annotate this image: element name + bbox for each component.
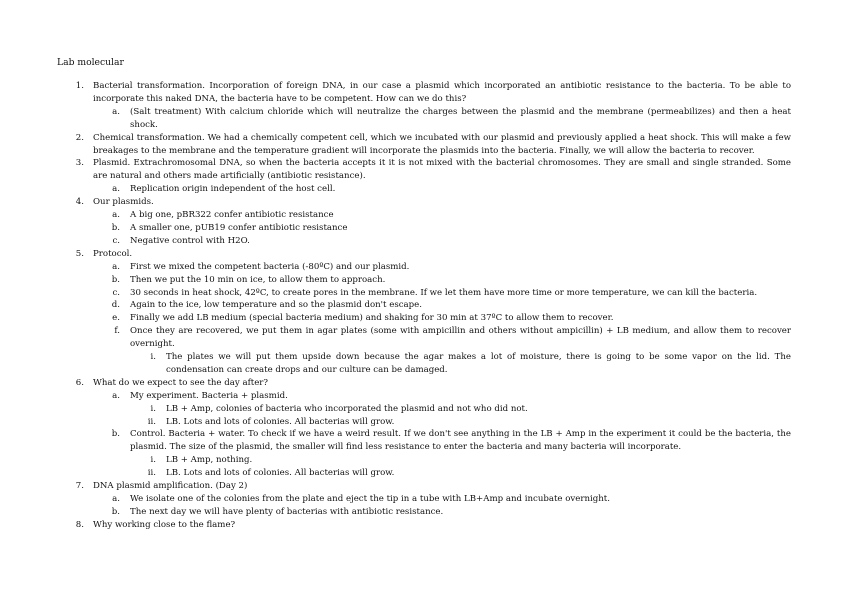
list-item: [0, 403, 848, 416]
list-item: [0, 312, 848, 325]
list-item-number: c.: [112, 287, 120, 298]
list-item-number: a.: [112, 261, 120, 272]
list-item: [0, 428, 848, 454]
list-item-number: 3.: [75, 158, 84, 169]
list-item-number: 7.: [75, 481, 84, 492]
list-item-number: a.: [112, 184, 120, 195]
list-item: [0, 80, 848, 106]
list-item: [0, 196, 848, 209]
list-item: [0, 248, 848, 261]
list-item-number: 4.: [75, 197, 84, 208]
list-item-number: 5.: [75, 248, 84, 259]
list-item: [0, 519, 848, 532]
list-item-number: 6.: [75, 377, 84, 388]
list-item-text: Finally we add LB medium (special bacteria medium) and shaking for 30 min at 37ºC to allow them to recover.: [130, 313, 614, 324]
list-item-number: d.: [111, 300, 120, 311]
list-item-text: Chemical transformation. We had a chemically competent cell, which we incubated with our plasmid and previously applied a heat shock. This will make a few breakages to the membrane and the temperature gradient will incorporate the plasmids into the bacteria. Finally, we will allow the bacteria to recover.: [93, 132, 791, 156]
list-item-text: First we mixed the competent bacteria (-80ºC) and our plasmid.: [130, 261, 410, 272]
list-item-number: a.: [112, 390, 120, 401]
document-title: Lab molecular: [57, 57, 124, 68]
list-item: [0, 261, 848, 274]
list-item: [0, 106, 848, 132]
list-item: [0, 299, 848, 312]
document-body: [0, 80, 848, 532]
list-item-text: My experiment. Bacteria + plasmid.: [130, 390, 288, 401]
list-item: [0, 506, 848, 519]
list-item-number: b.: [111, 222, 120, 233]
list-item-number: b.: [111, 506, 120, 517]
list-item-text: Why working close to the flame?: [93, 519, 236, 530]
list-item-text: Then we put the 10 min on ice, to allow them to approach.: [130, 274, 386, 285]
list-item-number: i.: [150, 403, 156, 414]
list-item-number: f.: [114, 326, 120, 337]
list-item-text: Again to the ice, low temperature and so the plasmid don't escape.: [130, 300, 422, 311]
list-item-number: ii.: [147, 468, 156, 479]
list-item-text: LB. Lots and lots of colonies. All bacterias will grow.: [166, 468, 395, 479]
list-item: [0, 480, 848, 493]
list-item: [0, 157, 848, 183]
list-item-text: (Salt treatment) With calcium chloride which will neutralize the charges between the plasmid and the membrane (permeabilizes) and then a heat shock.: [130, 106, 791, 130]
list-item-text: LB + Amp, colonies of bacteria who incorporated the plasmid and not who did not.: [166, 403, 528, 414]
list-item-text: Bacterial transformation. Incorporation of foreign DNA, in our case a plasmid which incorporated an antibiotic resistance to the bacteria. To be able to incorporate this naked DNA, the bacteria have to be competent. How can we do this?: [93, 81, 791, 104]
list-item: [0, 351, 848, 377]
list-item: [0, 235, 848, 248]
list-item-text: A smaller one, pUB19 confer antibiotic resistance: [130, 222, 348, 233]
list-item: [0, 493, 848, 506]
list-item-text: Control. Bacteria + water. To check if we have a weird result. If we don't see anything in the LB + Amp in the experiment it could be the bacteria, the plasmid. The size of the plasmid, the smaller will find less resistance to enter the bacteria and many bacteria will incorporate.: [130, 429, 791, 453]
list-item: [0, 222, 848, 235]
list-item-text: Our plasmids.: [93, 197, 154, 208]
list-item-number: i.: [150, 455, 156, 466]
list-item-text: LB. Lots and lots of colonies. All bacterias will grow.: [166, 416, 395, 427]
list-item-text: Protocol.: [93, 248, 133, 259]
list-item-text: LB + Amp, nothing.: [166, 455, 253, 466]
list-item-text: Replication origin independent of the host cell.: [130, 184, 336, 195]
list-item-number: a.: [112, 106, 120, 117]
list-item-number: 1.: [75, 81, 84, 91]
list-item-text: We isolate one of the colonies from the plate and eject the tip in a tube with LB+Amp and incubate overnight.: [130, 494, 610, 504]
list-item: [0, 467, 848, 480]
list-item-text: 30 seconds in heat shock, 42ºC, to create pores in the membrane. If we let them have more time or more temperature, we can kill the bacteria.: [130, 287, 758, 298]
list-item-text: What do we expect to see the day after?: [93, 377, 269, 388]
list-item: [0, 377, 848, 390]
list-item-text: Plasmid. Extrachromosomal DNA, so when the bacteria accepts it it is not mixed with the bacterial chromosomes. They are small and single stranded. Some are natural and others made artificially (antibiotic resistance).: [93, 158, 791, 182]
list-item: [0, 209, 848, 222]
list-item: [0, 132, 848, 158]
list-item-number: ii.: [147, 416, 156, 427]
list-item-text: A big one, pBR322 confer antibiotic resistance: [130, 210, 334, 221]
list-item-text: Once they are recovered, we put them in agar plates (some with ampicillin and others without ampicillin) + LB medium, and allow them to recover overnight.: [130, 326, 791, 350]
list-item-number: b.: [111, 274, 120, 285]
list-item-text: DNA plasmid amplification. (Day 2): [93, 481, 248, 492]
list-item: [0, 183, 848, 196]
list-item-number: 8.: [75, 519, 84, 530]
list-item-number: 2.: [75, 132, 84, 143]
list-item-number: e.: [112, 313, 120, 324]
list-item: [0, 325, 848, 351]
list-item-text: Negative control with H2O.: [130, 235, 250, 246]
list-item: [0, 274, 848, 287]
list-item: [0, 416, 848, 429]
list-item: [0, 454, 848, 467]
list-item-text: The plates we will put them upside down because the agar makes a lot of moisture, there is going to be some vapor on the lid. The condensation can create drops and our culture can be damaged.: [166, 352, 791, 375]
list-item-text: The next day we will have plenty of bacterias with antibiotic resistance.: [130, 506, 444, 517]
list-item: [0, 390, 848, 403]
list-item-number: a.: [112, 210, 120, 221]
list-item-number: i.: [150, 352, 156, 363]
list-item-number: b.: [111, 429, 120, 440]
list-item: [0, 287, 848, 300]
list-item-number: c.: [112, 235, 120, 246]
list-item-number: a.: [112, 494, 120, 504]
